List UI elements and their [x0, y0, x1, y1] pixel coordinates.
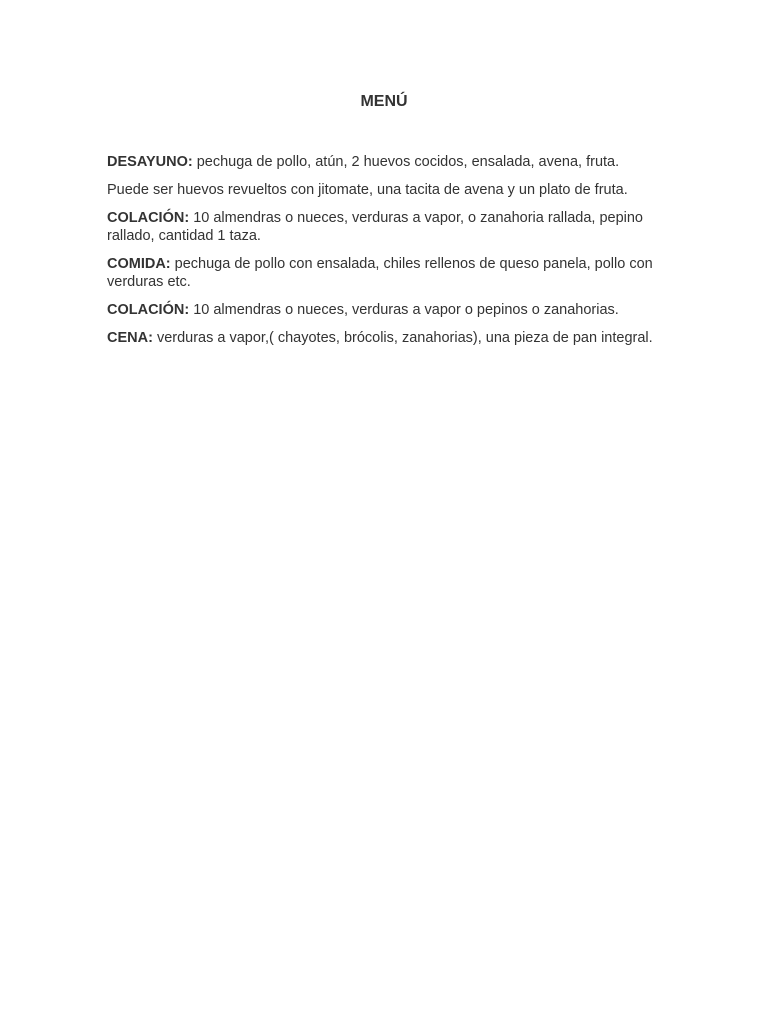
- meal-label: COLACIÓN:: [107, 302, 190, 318]
- meal-text: Puede ser huevos revueltos con jitomate, una tacita de avena y un plato de fruta.: [107, 182, 628, 198]
- meal-text: 10 almendras o nueces, verduras a vapor o pepinos o zanahorias.: [193, 302, 619, 318]
- document-title: MENÚ: [360, 93, 408, 110]
- meal-label: COLACIÓN:: [107, 210, 190, 226]
- menu-paragraph-alternative: [107, 181, 659, 199]
- meal-label: DESAYUNO:: [107, 154, 193, 170]
- meal-text: verduras a vapor,( chayotes, brócolis, zanahorias), una pieza de pan integral.: [156, 330, 653, 346]
- menu-content: [107, 153, 659, 357]
- meal-text: pechuga de pollo con ensalada, chiles rellenos de queso panela, pollo con verduras etc.: [107, 256, 653, 290]
- meal-label: CENA:: [107, 330, 153, 346]
- meal-label: COMIDA:: [107, 256, 171, 272]
- menu-paragraph-colacion-2: [107, 301, 659, 319]
- menu-paragraph-colacion-1: [107, 209, 659, 245]
- menu-paragraph-comida: [107, 255, 659, 291]
- menu-paragraph-desayuno: [107, 153, 659, 171]
- meal-text: pechuga de pollo, atún, 2 huevos cocidos, ensalada, avena, fruta.: [196, 154, 620, 170]
- menu-paragraph-cena: [107, 329, 659, 347]
- meal-text: 10 almendras o nueces, verduras a vapor, o zanahoria rallada, pepino rallado, cantidad 1 taza.: [107, 210, 643, 244]
